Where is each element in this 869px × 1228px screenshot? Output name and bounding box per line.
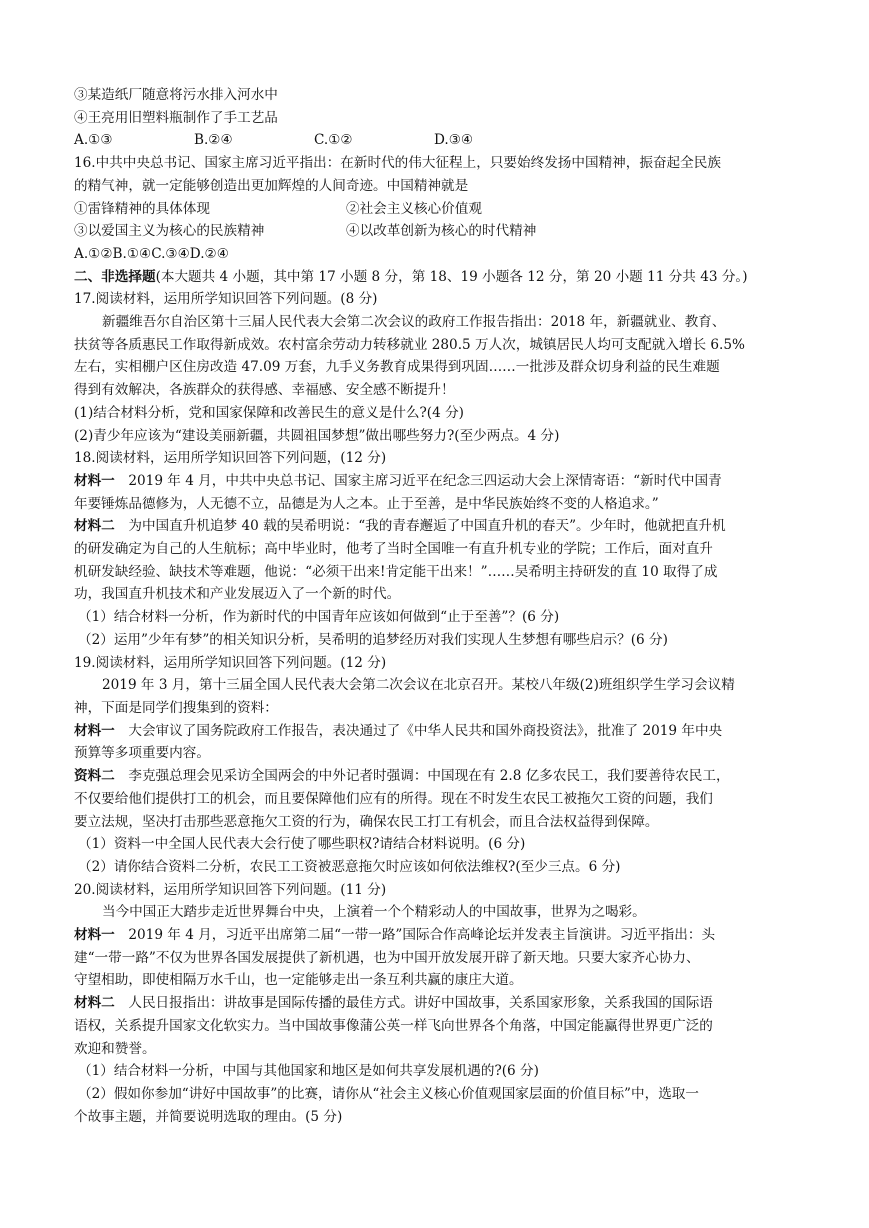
- q16-items-row-2: [74, 220, 806, 243]
- q18-material-1-line-1: [74, 470, 806, 493]
- q18-head: 18.阅读材料，运用所学知识回答下列问题，(12 分): [74, 450, 387, 467]
- q20-material-1-line-2: 建“一带一路”不仅为世界各国发展提供了新机遇，也为中国开放发展开辟了新天地。只要大家齐心协力、: [74, 949, 700, 966]
- q18-material-2-line-4: 功，我国直升机技术和产业发展迈入了一个新的时代。: [74, 586, 401, 603]
- q15-option-c: C.①②: [314, 132, 353, 149]
- q20-material-2-line-2: 语权，关系提升国家文化软实力。当中国故事像蒲公英一样飞向世界各个角落，中国定能赢得世界更广泛的: [74, 1017, 713, 1034]
- q18-material-1-label: 材料一: [74, 472, 115, 489]
- q16-stem-line-1: 16.中共中央总书记、国家主席习近平指出：在新时代的伟大征程上，只要始终发扬中国精神，振奋起全民族: [74, 155, 721, 172]
- q15-item-4: ④王亮用旧塑料瓶制作了手工艺品: [74, 109, 278, 126]
- q18-material-2-line-3: 机研发缺经验、缺技术等难题，他说：“必须干出来!肯定能干出来！”……吴希明主持研发的直 10 取得了成: [74, 563, 718, 580]
- q20-sub-question-2-line-1: （2）假如你参加“讲好中国故事”的比赛，请你从“社会主义核心价值观国家层面的价值目标”中，选取一: [78, 1085, 699, 1102]
- q19-material-2-text: 李克强总理会见采访全国两会的中外记者时强调：中国现在有 2.8 亿多农民工，我们要善待农民工，: [114, 768, 730, 785]
- section-2-title: 二、非选择题: [74, 268, 156, 285]
- q15-item-3: ③某造纸厂随意将污水排入河水中: [74, 87, 278, 103]
- q19-material-1-label: 材料一: [74, 722, 115, 739]
- q16-stem-line-2: 的精气神，就一定能够创造出更加辉煌的人间奇迹。中国精神就是: [74, 177, 469, 194]
- section-2-note: (本大题共 4 小题，其中第 17 小题 8 分，第 18、19 小题各 12 分，第 20 小题 11 分共 43 分。): [155, 268, 748, 285]
- q15-option-a: A.①③: [74, 132, 113, 149]
- q19-material-2-line-2: 不仅要给他们提供打工的机会，而且要保障他们应有的所得。现在不时发生农民工被拖欠工资的问题，我们: [74, 790, 713, 807]
- q19-material-1-text: 大会审议了国务院政府工作报告，表决通过了《中华人民共和国外商投资法》，批准了 2019 年中央: [114, 722, 723, 739]
- q19-head: 19.阅读材料，运用所学知识回答下列问题。(12 分): [74, 654, 387, 671]
- q18-material-2-text: 为中国直升机追梦 40 载的吴希明说：“我的青春邂逅了中国直升机的春天”。少年时，他就把直升机: [114, 518, 726, 535]
- q16-item-2: ②社会主义核心价值观: [346, 200, 482, 217]
- q20-material-1-line-1: [74, 924, 806, 947]
- q20-sub-question-1: （1）结合材料一分析，中国与其他国家和地区是如何共享发展机遇的?(6 分): [78, 1063, 539, 1080]
- q20-material-2-text: 人民日报指出：讲故事是国际传播的最佳方式。讲好中国故事，关系国家形象，关系我国的国际语: [114, 995, 713, 1012]
- q18-material-1-text: 2019 年 4 月，中共中央总书记、国家主席习近平在纪念三四运动大会上深情寄语：“新时代中国青: [114, 472, 722, 489]
- q19-material-2-line-1: [74, 765, 806, 788]
- q19-intro-line-1: 2019 年 3 月，第十三届全国人民代表大会第二次会议在北京召开。某校八年级(2)班组织学生学习会议精: [102, 677, 735, 694]
- q18-material-2-label: 材料二: [74, 518, 115, 535]
- q15-option-b: B.②④: [194, 132, 233, 149]
- q17-material-line-4: 得到有效解决，各族群众的获得感、幸福感、安全感不断提升！: [74, 382, 455, 399]
- q19-material-1-line-1: [74, 720, 806, 743]
- q17-sub-question-2: (2)青少年应该为“建设美丽新疆，共圆祖国梦想”做出哪些努力?(至少两点。4 分): [74, 427, 560, 444]
- q17-material-line-1: 新疆维吾尔自治区第十三届人民代表大会第二次会议的政府工作报告指出：2018 年，新疆就业、教育、: [102, 314, 726, 331]
- q18-material-1-line-2: 年要锤炼品德修为，人无德不立，品德是为人之本。止于至善，是中华民族始终不变的人格追求。”: [74, 495, 659, 512]
- q19-sub-question-1: （1）资料一中全国人民代表大会行使了哪些职权?请结合材料说明。(6 分): [78, 836, 526, 853]
- q16-options: A.①②B.①④C.③④D.②④: [74, 245, 229, 262]
- q16-items-row-1: [74, 198, 806, 221]
- q20-material-1-label: 材料一: [74, 927, 115, 944]
- q19-material-2-line-3: 要立法规，坚决打击那些恶意拖欠工资的行为，确保农民工打工有机会，而且合法权益得到保障。: [74, 813, 659, 830]
- q20-material-2-label: 材料二: [74, 995, 115, 1012]
- q20-material-1-text: 2019 年 4 月，习近平出席第二届“一带一路”国际合作高峰论坛并发表主旨演讲。习近平指出：头: [114, 927, 716, 944]
- exam-page: [74, 84, 806, 1128]
- q19-material-1-line-2: 预算等多项重要内容。: [74, 745, 210, 762]
- q20-sub-question-2-line-2: 个故事主题，并简要说明选取的理由。(5 分): [74, 1108, 343, 1125]
- q19-intro-line-2: 神，下面是同学们搜集到的资料：: [74, 699, 278, 716]
- q17-material-line-2: 扶贫等各质惠民工作取得新成效。农村富余劳动力转移就业 280.5 万人次，城镇居民人均可支配就入增长 6.5%: [74, 336, 745, 353]
- q19-sub-question-2: （2）请你结合资料二分析，农民工工资被恶意拖欠时应该如何依法维权?(至少三点。6 分): [78, 858, 621, 875]
- q20-head: 20.阅读材料，运用所学知识回答下列问题。(11 分): [74, 881, 387, 898]
- q17-head: 17.阅读材料，运用所学知识回答下列问题。(8 分): [74, 291, 378, 308]
- q18-sub-question-1: （1）结合材料一分析，作为新时代的中国青年应该如何做到“止于至善”？(6 分): [78, 609, 560, 626]
- q15-options: [74, 129, 806, 152]
- section-2-header: [74, 266, 806, 289]
- q16-item-3: ③以爱国主义为核心的民族精神: [74, 223, 265, 240]
- q16-item-1: ①雷锋精神的具体体现: [74, 200, 210, 217]
- q20-material-2-line-3: 欢迎和赞誉。: [74, 1040, 156, 1057]
- q15-option-d: D.③④: [434, 132, 474, 149]
- q20-intro: 当今中国正大踏步走近世界舞台中央，上演着一个个精彩动人的中国故事，世界为之喝彩。: [102, 904, 646, 921]
- q17-sub-question-1: (1)结合材料分析，党和国家保障和改善民生的意义是什么?(4 分): [74, 404, 464, 421]
- q18-sub-question-2: （2）运用”少年有梦”的相关知识分析，吴希明的追梦经历对我们实现人生梦想有哪些启示？(6 分): [78, 631, 668, 648]
- q18-material-2-line-2: 的研发确定为自己的人生航标；高中毕业时，他考了当时全国唯一有直升机专业的学院；工作后，面对直升: [74, 541, 713, 558]
- q17-material-line-3: 左右，实相棚户区住房改造 47.09 万套，九手义务教育成果得到巩固……一批涉及群众切身利益的民生难题: [74, 359, 720, 376]
- q20-material-2-line-1: [74, 992, 806, 1015]
- q18-material-2-line-1: [74, 515, 806, 538]
- q19-material-2-label: 资料二: [74, 768, 115, 785]
- q16-item-4: ④以改革创新为核心的时代精神: [346, 223, 537, 240]
- q20-material-1-line-3: 守望相助，即使相隔万水千山，也一定能够走出一条互利共赢的康庄大道。: [74, 972, 523, 989]
